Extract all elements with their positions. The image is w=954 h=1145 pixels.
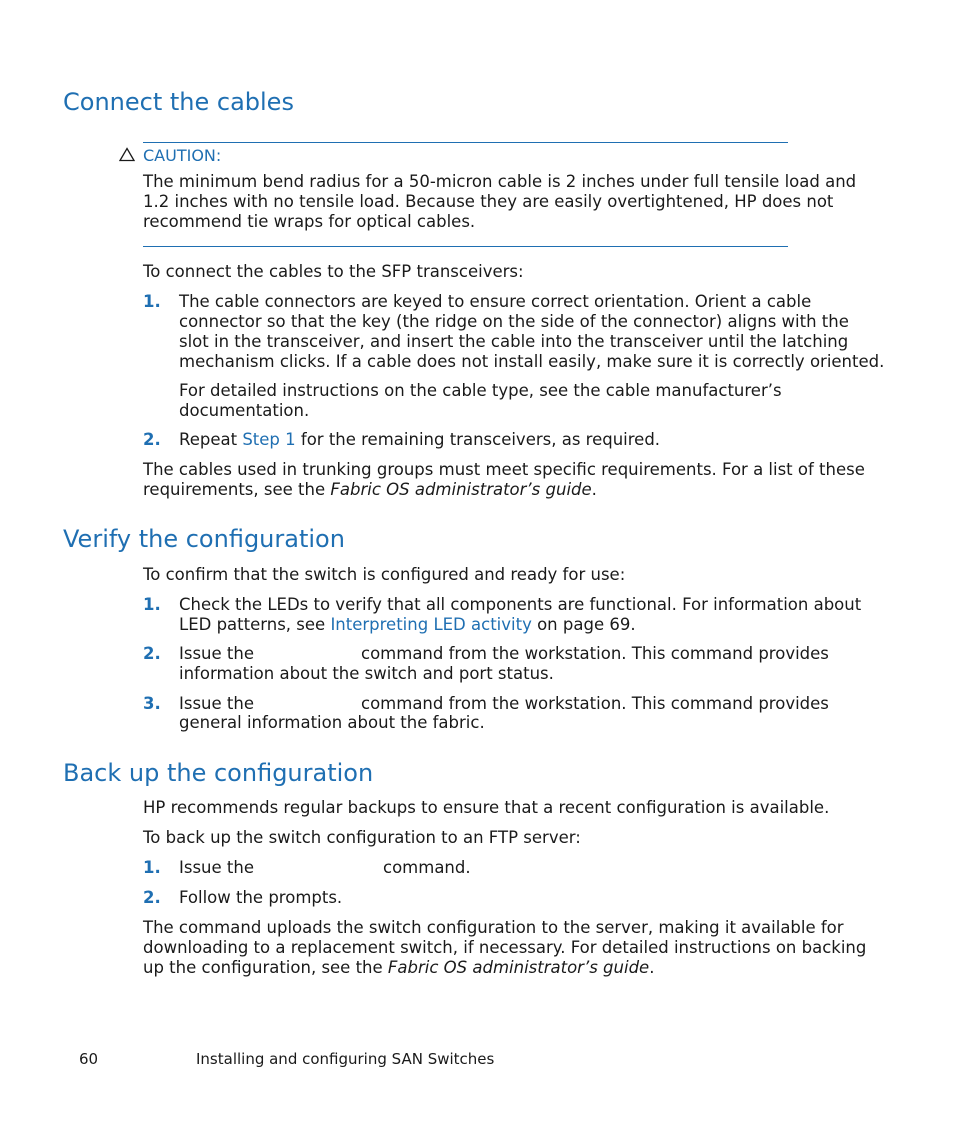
step-text-pre: LED patterns, see (179, 615, 331, 634)
caution-top-rule (143, 142, 788, 143)
step-number: 3. (143, 694, 161, 713)
step-text-pre: Repeat (179, 430, 243, 449)
step-number: 2. (143, 644, 161, 663)
closing-paragraph (143, 460, 865, 500)
caution-text-line: The minimum bend radius for a 50-micron cable is 2 inches under full tensile load and (143, 172, 857, 191)
step-text-line: information about the switch and port status. (179, 664, 554, 683)
step-note-line: For detailed instructions on the cable type, see the cable manufacturer’s (179, 381, 782, 400)
closing-line (143, 958, 866, 978)
step-note-line: documentation. (179, 401, 310, 420)
book-title: Installing and configuring SAN Switches (196, 1050, 495, 1068)
guide-title: Fabric OS administrator’s guide (330, 480, 592, 499)
caution-text-line: 1.2 inches with no tensile load. Because they are easily overtightened, HP does not (143, 192, 834, 211)
step-text-post: for the remaining transceivers, as required. (295, 430, 661, 449)
closing-line: The cables used in trunking groups must meet specific requirements. For a list of these (143, 460, 865, 479)
closing-line (143, 480, 865, 500)
step-text-pre: Issue the (179, 644, 254, 663)
closing-text: . (591, 480, 597, 499)
guide-title: Fabric OS administrator’s guide (387, 958, 650, 977)
caution-label: CAUTION: (143, 146, 222, 165)
step-text-line: The cable connectors are keyed to ensure correct orientation. Orient a cable (179, 292, 812, 311)
caution-triangle-icon (119, 147, 135, 162)
caution-text (143, 172, 856, 232)
body-paragraph: HP recommends regular backups to ensure that a recent configuration is available. (143, 798, 830, 817)
step-text-post: on page 69. (531, 615, 636, 634)
step-number: 2. (143, 430, 161, 449)
step-text-line: connector so that the key (the ridge on the side of the connector) aligns with the (179, 312, 849, 331)
step-text-line: mechanism clicks. If a cable does not install easily, make sure it is correctly oriented. (179, 352, 885, 371)
interpreting-led-activity-link[interactable]: Interpreting LED activity (330, 615, 532, 634)
section-title-verify-configuration: Verify the configuration (63, 525, 345, 553)
caution-text-line: recommend tie wraps for optical cables. (143, 212, 476, 231)
step-text (179, 292, 884, 372)
step-number: 2. (143, 888, 161, 907)
intro-paragraph: To back up the switch configuration to an FTP server: (143, 828, 581, 847)
closing-text: . (649, 958, 655, 977)
step-text-line: slot in the transceiver, and insert the cable into the transceiver until the latching (179, 332, 849, 351)
step-text-pre: Issue the (179, 694, 254, 713)
step-text-post: command. (383, 858, 471, 877)
step-text-pre: Issue the (179, 858, 254, 877)
intro-paragraph: To confirm that the switch is configured and ready for use: (143, 565, 626, 584)
caution-bottom-rule (143, 246, 788, 247)
closing-line: downloading to a replacement switch, if necessary. For detailed instructions on backing (143, 938, 867, 957)
step-text (179, 430, 660, 450)
step-text: Follow the prompts. (179, 888, 343, 907)
closing-text: up the configuration, see the (143, 958, 388, 977)
page-number: 60 (79, 1050, 99, 1068)
step-note (179, 381, 782, 421)
closing-paragraph (143, 918, 866, 978)
step-number: 1. (143, 595, 161, 614)
step-text-line (179, 615, 861, 635)
step-text-line: general information about the fabric. (179, 713, 485, 732)
step-text-post: command from the workstation. This command provides (361, 644, 829, 663)
step-text-line: Check the LEDs to verify that all components are functional. For information about (179, 595, 862, 614)
step-number: 1. (143, 858, 161, 877)
closing-line: The command uploads the switch configuration to the server, making it available for (143, 918, 844, 937)
section-title-back-up-configuration: Back up the configuration (63, 759, 374, 787)
section-title-connect-cables: Connect the cables (63, 88, 294, 116)
step-text-post: command from the workstation. This command provides (361, 694, 829, 713)
step-text (179, 595, 861, 635)
step-number: 1. (143, 292, 161, 311)
intro-paragraph: To connect the cables to the SFP transceivers: (143, 262, 524, 281)
closing-text: requirements, see the (143, 480, 331, 499)
step-1-link[interactable]: Step 1 (242, 430, 296, 449)
